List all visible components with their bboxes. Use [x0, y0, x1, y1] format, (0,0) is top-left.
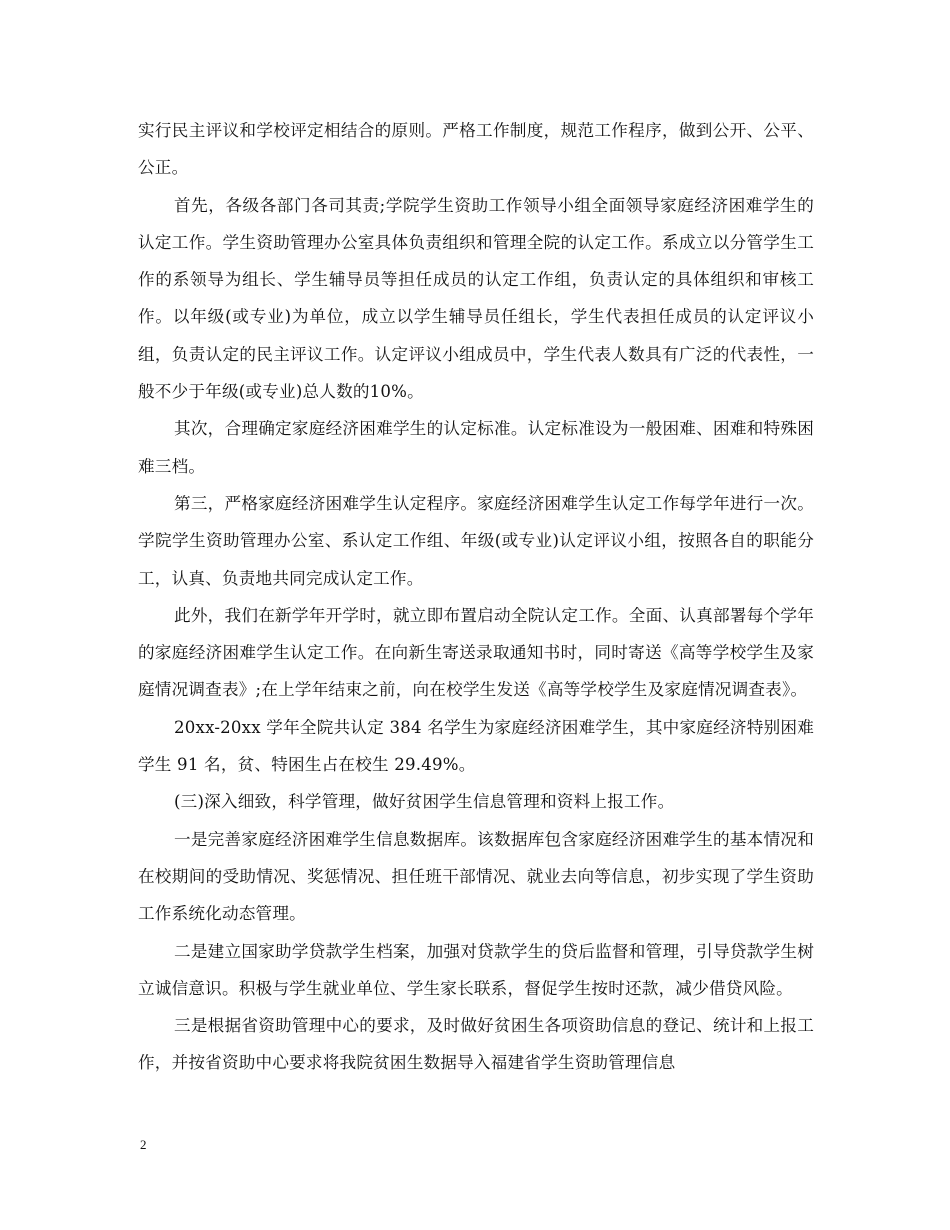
- paragraph-2: 首先，各级各部门各司其责;学院学生资助工作领导小组全面领导家庭经济困难学生的认定工作。学生资助管理办公室具体负责组织和管理全院的认定工作。系成立以分管学生工作的系领导为组长、学生辅导员等担任成员的认定工作组，负责认定的具体组织和审核工作。以年级(或专业)为单位，成立以学生辅导员任组长，学生代表担任成员的认定评议小组，负责认定的民主评议工作。认定评议小组成员中，学生代表人数具有广泛的代表性，一般不少于年级(或专业)总人数的10%。: [138, 195, 814, 402]
- document-body: [138, 112, 814, 1082]
- paragraph-3: 其次，合理确定家庭经济困难学生的认定标准。认定标准设为一般困难、困难和特殊困难三档。: [138, 419, 814, 476]
- paragraph-9: 二是建立国家助学贷款学生档案，加强对贷款学生的贷后监督和管理，引导贷款学生树立诚信意识。积极与学生就业单位、学生家长联系，督促学生按时还款，减少借贷风险。: [138, 941, 814, 998]
- paragraph-7: (三)深入细致，科学管理，做好贫困学生信息管理和资料上报工作。: [174, 792, 675, 812]
- page-number: 2: [140, 1137, 147, 1152]
- paragraph-4: 第三，严格家庭经济困难学生认定程序。家庭经济困难学生认定工作每学年进行一次。学院学生资助管理办公室、系认定工作组、年级(或专业)认定评议小组，按照各自的职能分工，认真、负责地共同完成认定工作。: [138, 493, 814, 588]
- paragraph-8: 一是完善家庭经济困难学生信息数据库。该数据库包含家庭经济困难学生的基本情况和在校期间的受助情况、奖惩情况、担任班干部情况、就业去向等信息，初步实现了学生资助工作系统化动态管理。: [138, 829, 814, 924]
- paragraph-1: 实行民主评议和学校评定相结合的原则。严格工作制度，规范工作程序，做到公开、公平、公正。: [138, 121, 814, 178]
- paragraph-6: 20xx-20xx 学年全院共认定 384 名学生为家庭经济困难学生，其中家庭经济特别困难学生 91 名，贫、特困生占在校生 29.49%。: [138, 717, 814, 775]
- paragraph-10: 三是根据省资助管理中心的要求，及时做好贫困生各项资助信息的登记、统计和上报工作，并按省资助中心要求将我院贫困生数据导入福建省学生资助管理信息: [138, 1016, 814, 1073]
- paragraph-5: 此外，我们在新学年开学时，就立即布置启动全院认定工作。全面、认真部署每个学年的家庭经济困难学生认定工作。在向新生寄送录取通知书时，同时寄送《高等学校学生及家庭情况调查表》;在上学年结束之前，向在校学生发送《高等学校学生及家庭情况调查表》。: [138, 605, 814, 700]
